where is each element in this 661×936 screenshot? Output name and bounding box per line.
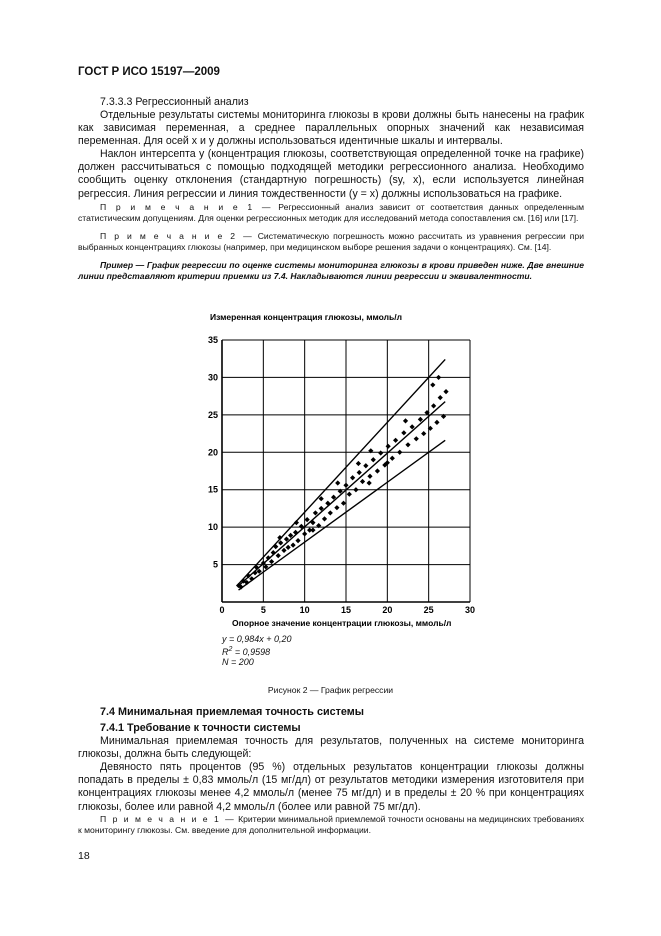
data-point-46 xyxy=(367,474,372,479)
data-point-60 xyxy=(421,431,426,436)
paragraph-2: Наклон интерсепта y (концентрация глюкозы, соответствующая определенной точке на графике) должен рассчитываться с помощью подходящей методики регрессионного анализа. Необходимо сообщить оценку отклонения (стандартную погрешность) (sy, x), если используется линейная регрессия. Линия регрессии и линия тождественности (y = x) должны использоваться на графике. xyxy=(78,148,584,200)
data-point-17 xyxy=(281,548,286,553)
data-point-51 xyxy=(386,444,391,449)
data-point-56 xyxy=(405,442,410,447)
data-point-5 xyxy=(249,576,254,581)
y-tick-label-5: 5 xyxy=(212,559,218,570)
data-point-11 xyxy=(266,555,271,560)
data-point-38 xyxy=(341,501,346,506)
section-74-paragraph-2: Девяносто пять процентов (95 %) отдельных результатов концентрации глюкозы должны попадать в пределы ± 0,83 ммоль/л (15 мг/дл) от результатов методики измерения изготовителя при концентрациях глюкозы менее 4,2 ммоль/л (менее 75 мг/дл) и в пределы ± 20 % при концентрациях глюкозы, более или равной 4,2 ммоль/л (более или равной 75 мг/дл). xyxy=(78,761,584,813)
y-tick-label-35: 35 xyxy=(207,335,218,345)
x-tick-label-30: 30 xyxy=(464,605,476,615)
data-point-19 xyxy=(286,545,291,550)
data-point-6 xyxy=(252,570,257,575)
reference-line-2 xyxy=(239,440,446,590)
data-point-34 xyxy=(328,510,333,515)
data-point-41 xyxy=(350,475,355,480)
x-tick-label-10: 10 xyxy=(299,605,310,615)
data-point-53 xyxy=(393,438,398,443)
note-1 xyxy=(78,202,584,225)
x-tick-label-0: 0 xyxy=(219,605,225,615)
paragraph-1: Отдельные результаты системы мониторинга глюкозы в крови должны быть нанесены на график как зависимая переменная, а среднее параллельных опорных значений как независимая переменная. Для осей x и y должны использоваться идентичные шкалы и интервалы. xyxy=(78,109,584,148)
data-point-63 xyxy=(431,403,436,408)
x-tick-label-5: 5 xyxy=(260,605,266,615)
data-point-73 xyxy=(403,418,408,423)
y-tick-label-20: 20 xyxy=(207,447,218,458)
data-point-58 xyxy=(414,436,419,441)
x-tick-label-15: 15 xyxy=(340,605,352,615)
data-point-48 xyxy=(375,468,380,473)
data-point-26 xyxy=(305,517,310,522)
data-point-13 xyxy=(271,550,276,555)
r-squared: $R^2 = 0,9598$ xyxy=(222,645,271,657)
data-point-79 xyxy=(367,480,372,485)
chart-stats xyxy=(222,634,292,668)
y-tick-label-30: 30 xyxy=(207,372,218,383)
section-74-note-text: Критерии минимальной приемлемой точности основаны на медицинских требованиях к мониторингу глюкозы. См. введение для дополнительной информации. xyxy=(78,814,584,836)
regression-chart xyxy=(190,308,490,628)
x-tick-label-20: 20 xyxy=(382,605,393,615)
data-point-69 xyxy=(436,375,441,380)
y-axis-label: Измеренная концентрация глюкозы, ммоль/л xyxy=(210,312,403,322)
section-74-paragraph-1: Минимальная приемлемая точность для результатов, полученных на системе мониторинга глюкозы, должна быть следующей: xyxy=(78,735,584,761)
data-point-12 xyxy=(269,559,274,564)
data-point-15 xyxy=(276,553,281,558)
data-point-23 xyxy=(295,538,300,543)
data-point-64 xyxy=(434,420,439,425)
data-point-32 xyxy=(322,516,327,521)
data-point-75 xyxy=(294,520,299,525)
y-tick-label-15: 15 xyxy=(207,484,218,495)
data-point-45 xyxy=(363,463,368,468)
document-header: ГОСТ Р ИСО 15197—2009 xyxy=(78,66,220,78)
data-point-25 xyxy=(302,531,307,536)
note-2-label: П р и м е ч а н и е 2 — xyxy=(100,231,254,241)
x-tick-label-25: 25 xyxy=(423,605,434,615)
data-point-47 xyxy=(371,457,376,462)
figure-caption: Рисунок 2 — График регрессии xyxy=(267,685,394,695)
x-axis-label: Опорное значение концентрации глюкозы, ммоль/л xyxy=(232,618,452,628)
note-2 xyxy=(78,231,584,254)
data-point-36 xyxy=(334,505,339,510)
data-point-67 xyxy=(443,389,448,394)
sample-size: N = 200 xyxy=(222,657,254,667)
note-2-text: Систематическую погрешность можно рассчитать из уравнения регрессии при выбранных концентрациях глюкозы (например, при медицинском выборе решения задачи о концентрациях). См. [14]. xyxy=(78,231,584,253)
section-74-note-label: П р и м е ч а н и е 1 — xyxy=(100,814,236,824)
data-point-42 xyxy=(353,487,358,492)
data-point-70 xyxy=(356,461,361,466)
section-title: 7.3.3.3 Регрессионный анализ xyxy=(100,96,249,108)
data-point-77 xyxy=(335,480,340,485)
data-point-21 xyxy=(290,543,295,548)
note-1-label: П р и м е ч а н и е 1 — xyxy=(100,202,273,212)
y-tick-label-25: 25 xyxy=(207,409,218,420)
section-74-title: 7.4 Минимальная приемлемая точность системы xyxy=(100,706,364,718)
data-point-68 xyxy=(430,382,435,387)
section-741-title: 7.4.1 Требование к точности системы xyxy=(100,722,301,734)
example-text: Пример — График регрессии по оценке системы мониторинга глюкозы в крови приведен ниже. Две внешние линии представляют критерии приемки из 7.4. Накладываются линии регрессии и эквивалентности. xyxy=(78,260,584,282)
data-point-55 xyxy=(401,430,406,435)
data-point-54 xyxy=(397,450,402,455)
data-point-76 xyxy=(277,535,282,540)
page-number: 18 xyxy=(78,850,90,862)
data-point-78 xyxy=(310,528,315,533)
data-point-43 xyxy=(357,470,362,475)
regression-equation: y = 0,984x + 0,20 xyxy=(222,634,292,644)
data-point-52 xyxy=(390,456,395,461)
data-point-44 xyxy=(360,479,365,484)
data-point-49 xyxy=(378,450,383,455)
y-tick-label-10: 10 xyxy=(207,522,218,533)
note-1-text: Регрессионный анализ зависит от соответствия данных определенным статистическим допущениям. Для оценки регрессионных методик для исследований метода сопоставления см. [16] или [17]. xyxy=(78,202,584,224)
reference-line-0 xyxy=(239,359,446,584)
data-point-40 xyxy=(347,492,352,497)
data-point-65 xyxy=(438,395,443,400)
data-point-39 xyxy=(343,483,348,488)
section-74-note xyxy=(78,814,584,837)
